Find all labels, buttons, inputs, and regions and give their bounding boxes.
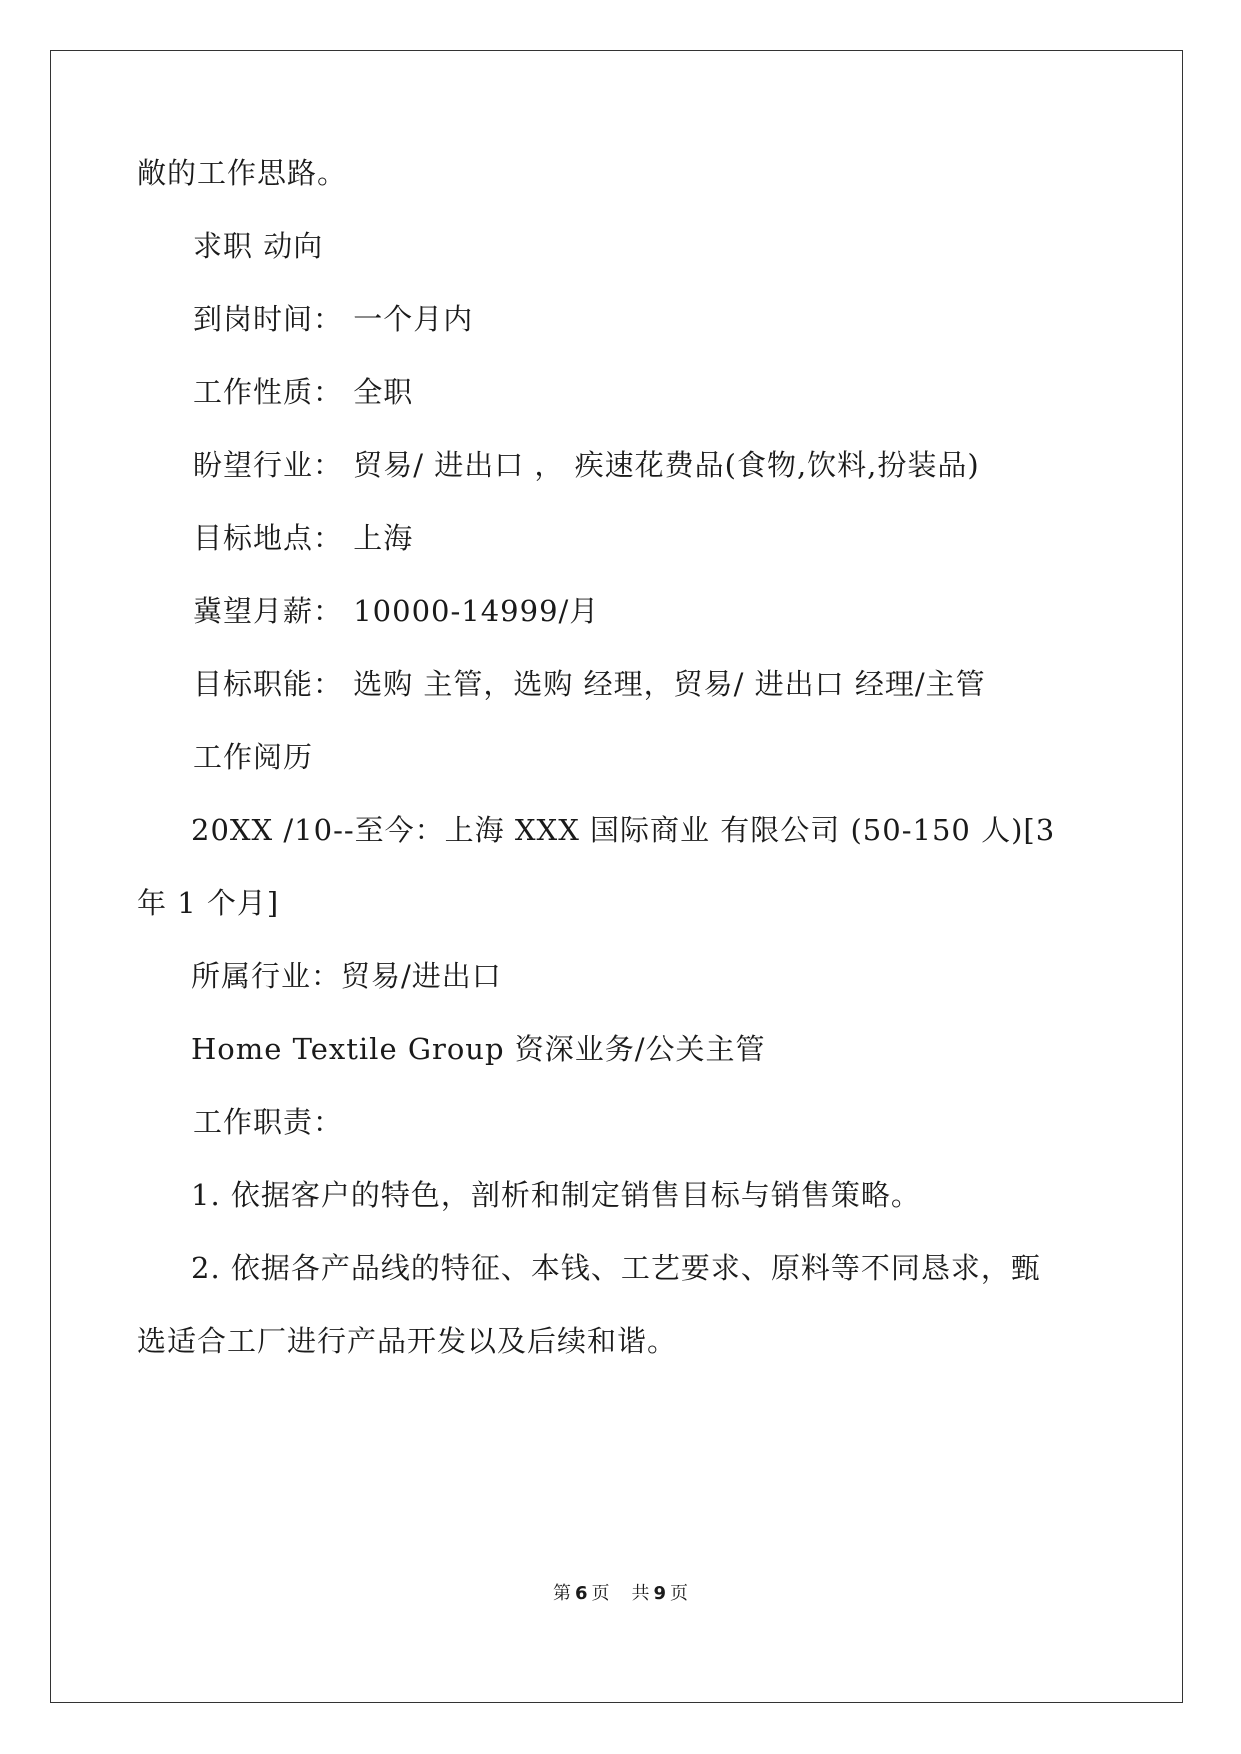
footer-total-prefix: 共: [631, 1583, 650, 1604]
section-heading-work-experience: 工作阅历: [193, 740, 314, 774]
field-start-time: 到岗时间： 一个月内: [193, 302, 474, 336]
responsibility-item-2-line1: 2. 依据各产品线的特征、本钱、工艺要求、原料等不同恳求，甄: [191, 1251, 1041, 1285]
responsibility-item-2-line2: 选适合工厂进行产品开发以及后续和谐。: [137, 1324, 678, 1358]
field-desired-industry: 盼望行业： 贸易/ 进出口 ， 疾速花费品(食物,饮料,扮装品): [193, 448, 980, 482]
section-heading-responsibilities: 工作职责：: [193, 1105, 344, 1139]
paragraph-line: 敞的工作思路。: [137, 156, 348, 190]
field-target-location: 目标地点： 上海: [193, 521, 414, 555]
footer-page-suffix: 页: [591, 1583, 610, 1604]
responsibility-item-1: 1. 依据客户的特色，剖析和制定销售目标与销售策略。: [191, 1178, 921, 1212]
field-work-type: 工作性质： 全职: [193, 375, 414, 409]
field-target-function: 目标职能： 选购 主管，选购 经理，贸易/ 进出口 经理/主管: [193, 667, 986, 701]
field-industry: 所属行业：贸易/进出口: [191, 959, 502, 993]
experience-entry-line2: 年 1 个月]: [137, 886, 280, 920]
footer-total-suffix: 页: [670, 1583, 689, 1604]
footer-current-page: 6: [574, 1583, 588, 1604]
field-position: Home Textile Group 资深业务/公关主管: [191, 1032, 766, 1066]
section-heading-job-intent: 求职 动向: [193, 229, 324, 263]
experience-entry-line1: 20XX /10--至今：上海 XXX 国际商业 有限公司 (50-150 人)[3: [191, 813, 1056, 847]
field-expected-salary: 冀望月薪： 10000-14999/月: [193, 594, 600, 628]
footer-prefix: 第: [552, 1583, 571, 1604]
footer-total-pages: 9: [653, 1583, 667, 1604]
page-footer: [0, 1582, 1241, 1606]
